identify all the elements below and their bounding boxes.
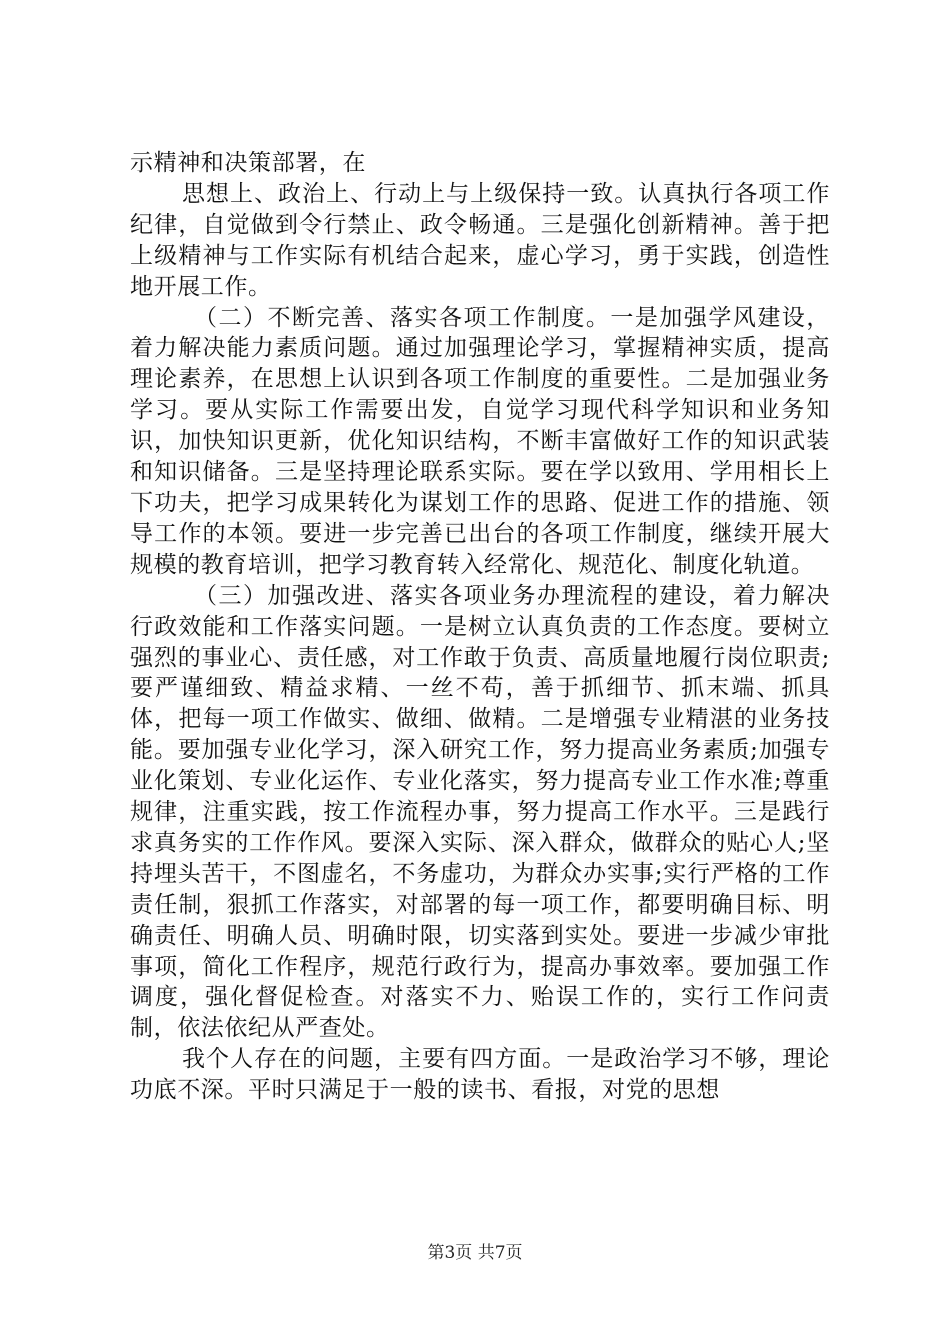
paragraph-continuation: 示精神和决策部署，在 <box>130 150 366 176</box>
paragraph-personal-problems: 我个人存在的问题，主要有四方面。一是政治学习不够，理论功底不深。平时只满足于一般的读书、看报，对党的思想 <box>130 1046 830 1104</box>
page-footer: 第3页 共7页 <box>427 1243 523 1263</box>
paragraph-work-systems: （二）不断完善、落实各项工作制度。一是加强学风建设，着力解决能力素质问题。通过加强理论学习，掌握精神实质，提高理论素养，在思想上认识到各项工作制度的重要性。二是加强业务学习。要从实际工作需要出发，自觉学习现代科学知识和业务知识，加快知识更新，优化知识结构，不断丰富做好工作的知识武装和知识储备。三是坚持理论联系实际。要在学以致用、学用相长上下功夫，把学习成果转化为谋划工作的思路、促进工作的措施、领导工作的本领。要进一步完善已出台的各项工作制度，继续开展大规模的教育培训，把学习教育转入经常化、规范化、制度化轨道。 <box>130 304 830 578</box>
paragraph-political-alignment: 思想上、政治上、行动上与上级保持一致。认真执行各项工作纪律，自觉做到令行禁止、政令畅通。三是强化创新精神。善于把上级精神与工作实际有机结合起来，虚心学习，勇于实践，创造性地开展工作。 <box>130 180 830 300</box>
document-body <box>130 148 830 1106</box>
paragraph-business-process: （三）加强改进、落实各项业务办理流程的建设，着力解决行政效能和工作落实问题。一是树立认真负责的工作态度。要树立强烈的事业心、责任感，对工作敢于负责、高质量地履行岗位职责;要严谨细致、精益求精、一丝不苟，善于抓细节、抓末端、抓具体，把每一项工作做实、做细、做精。二是增强专业精湛的业务技能。要加强专业化学习，深入研究工作，努力提高业务素质;加强专业化策划、专业化运作、专业化落实，努力提高专业工作水准;尊重规律，注重实践，按工作流程办事，努力提高工作水平。三是践行求真务实的工作作风。要深入实际、深入群众，做群众的贴心人;坚持埋头苦干，不图虚名，不务虚功，为群众办实事;实行严格的工作责任制，狠抓工作落实，对部署的每一项工作，都要明确目标、明确责任、明确人员、明确时限，切实落到实处。要进一步减少审批事项，简化工作程序，规范行政行为，提高办事效率。要加强工作调度，强化督促检查。对落实不力、贻误工作的，实行工作问责制，依法依纪从严查处。 <box>130 582 830 1042</box>
